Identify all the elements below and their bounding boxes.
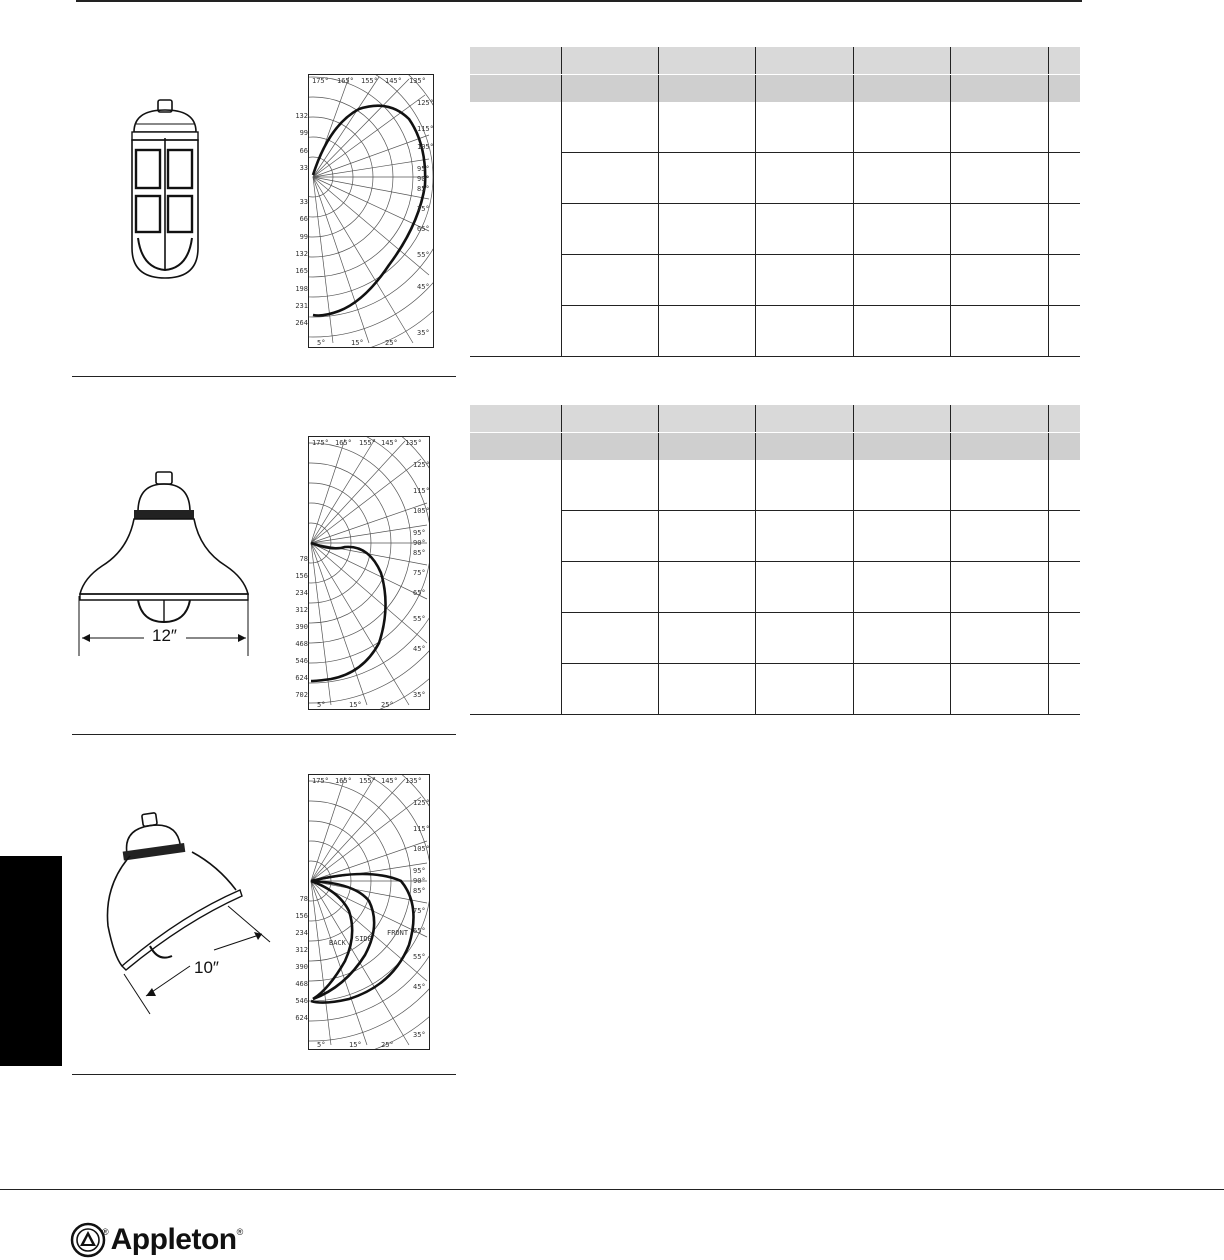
polar-right-label: 55° (413, 615, 426, 623)
section-tab (0, 856, 62, 1066)
table-row (470, 460, 1080, 511)
table-row (470, 664, 1080, 715)
fixture-3-drawing (100, 806, 290, 1018)
polar-right-label: 45° (413, 645, 426, 653)
table-row (470, 255, 1080, 306)
scale-label: 33 (299, 198, 308, 207)
polar-top-label: 165° (337, 77, 354, 85)
polar-bottom-label: 25° (381, 1041, 394, 1049)
polar-right-label: 125° (413, 799, 429, 807)
polar-right-label: 85° (413, 549, 426, 557)
table-row (470, 613, 1080, 664)
scale-label: 546 (295, 657, 308, 665)
polar-right-label: 95° (413, 867, 426, 875)
scale-label: 546 (295, 997, 308, 1005)
polar-top-label: 165° (335, 439, 352, 447)
photometric-table-1 (470, 47, 1080, 357)
polar-2-scale (282, 551, 308, 704)
scale-label: 198 (295, 284, 308, 293)
polar-top-label: 175° (312, 777, 329, 785)
scale-label: 468 (295, 980, 308, 988)
polar-right-label: 115° (413, 487, 429, 495)
table-row (470, 153, 1080, 204)
fixture-1-drawing (120, 98, 210, 280)
polar-right-label: 35° (413, 1031, 426, 1039)
polar-right-label: 45° (417, 283, 430, 291)
polar-bottom-label: 15° (351, 339, 364, 347)
scale-label: 624 (295, 1014, 308, 1022)
polar-right-label: 35° (413, 691, 426, 699)
polar-diagram-3 (308, 774, 430, 1050)
scale-label: 66 (299, 146, 308, 155)
footer-rule (0, 1189, 1224, 1190)
table-header-row (470, 47, 1080, 75)
polar-right-label: 65° (417, 225, 430, 233)
curve-label: BACK (329, 939, 346, 947)
polar-top-label: 155° (359, 439, 376, 447)
polar-right-label: 35° (417, 329, 430, 337)
polar-right-label: 90° (413, 877, 426, 885)
scale-label: 165 (295, 267, 308, 276)
fixture-3-dimension: 10″ (194, 958, 219, 977)
polar-top-label: 155° (361, 77, 378, 85)
scale-label: 99 (299, 232, 308, 241)
polar-right-label: 105° (413, 507, 429, 515)
polar-top-label: 175° (312, 77, 329, 85)
polar-right-label: 95° (417, 165, 430, 173)
table-row (470, 102, 1080, 153)
scale-label: 231 (295, 301, 308, 310)
registered-mark: ® (236, 1227, 244, 1237)
scale-label: 264 (295, 319, 308, 328)
scale-label: 702 (295, 691, 308, 699)
curve-label: FRONT (387, 929, 409, 937)
polar-top-label: 135° (409, 77, 426, 85)
table-row (470, 306, 1080, 357)
polar-right-label: 125° (413, 461, 429, 469)
polar-right-label: 55° (413, 953, 426, 961)
polar-diagram-1 (308, 74, 434, 348)
polar-bottom-label: 5° (317, 701, 326, 709)
polar-right-label: 85° (417, 185, 430, 193)
scale-label: 234 (295, 589, 308, 597)
polar-top-label: 165° (335, 777, 352, 785)
photometric-table-2 (470, 405, 1080, 715)
polar-top-label: 155° (359, 777, 376, 785)
scale-label: 156 (295, 572, 308, 580)
polar-right-label: 90° (413, 539, 426, 547)
polar-right-label: 105° (417, 143, 433, 151)
polar-right-label: 90° (417, 175, 430, 183)
scale-label: 624 (295, 674, 308, 682)
polar-right-label: 95° (413, 529, 426, 537)
scale-label: 132 (295, 250, 308, 259)
section-divider (72, 1074, 456, 1075)
registered-mark: ® (102, 1227, 109, 1237)
polar-right-label: 55° (417, 251, 430, 259)
scale-label: 156 (295, 912, 308, 920)
polar-right-label: 75° (417, 205, 430, 213)
brand-name: Appleton (110, 1223, 237, 1256)
scale-label: 312 (295, 606, 308, 614)
polar-right-label: 115° (417, 125, 433, 133)
polar-top-label: 145° (385, 77, 402, 85)
table-subheader-row (470, 75, 1080, 103)
appleton-emblem-icon (70, 1222, 106, 1258)
polar-1-scale (282, 108, 308, 333)
polar-right-label: 65° (413, 927, 426, 935)
polar-top-label: 175° (312, 439, 329, 447)
polar-top-label: 145° (381, 777, 398, 785)
section-divider (72, 376, 456, 377)
polar-right-label: 115° (413, 825, 429, 833)
polar-bottom-label: 25° (385, 339, 398, 347)
scale-label: 390 (295, 623, 308, 631)
polar-right-label: 65° (413, 589, 426, 597)
scale-label: 312 (295, 946, 308, 954)
polar-bottom-label: 5° (317, 339, 326, 347)
table-row (470, 511, 1080, 562)
scale-label: 99 (299, 129, 308, 138)
fixture-2-dimension: 12″ (152, 626, 177, 645)
polar-right-label: 75° (413, 907, 426, 915)
scale-label: 66 (299, 215, 308, 224)
polar-bottom-label: 5° (317, 1041, 326, 1049)
table-subheader-row (470, 433, 1080, 461)
polar-bottom-label: 25° (381, 701, 394, 709)
scale-label: 390 (295, 963, 308, 971)
curve-label: SIDE (355, 935, 372, 943)
scale-label: 33 (299, 163, 308, 172)
scale-label: 78 (299, 895, 308, 903)
top-rule (76, 0, 1082, 2)
scale-label: 132 (295, 112, 308, 120)
scale-label: 78 (299, 555, 308, 563)
polar-bottom-label: 15° (349, 1041, 362, 1049)
polar-top-label: 145° (381, 439, 398, 447)
polar-bottom-label: 15° (349, 701, 362, 709)
scale-label: 234 (295, 929, 308, 937)
polar-right-label: 45° (413, 983, 426, 991)
section-divider (72, 734, 456, 735)
polar-right-label: 75° (413, 569, 426, 577)
polar-diagram-2 (308, 436, 430, 710)
polar-right-label: 125° (417, 99, 433, 107)
polar-right-label: 105° (413, 845, 429, 853)
table-row (470, 562, 1080, 613)
table-header-row (470, 405, 1080, 433)
appleton-logo (70, 1222, 243, 1258)
polar-right-label: 85° (413, 887, 426, 895)
polar-top-label: 135° (405, 777, 422, 785)
scale-label: 468 (295, 640, 308, 648)
table-row (470, 204, 1080, 255)
polar-top-label: 135° (405, 439, 422, 447)
polar-3-scale (282, 891, 308, 1027)
